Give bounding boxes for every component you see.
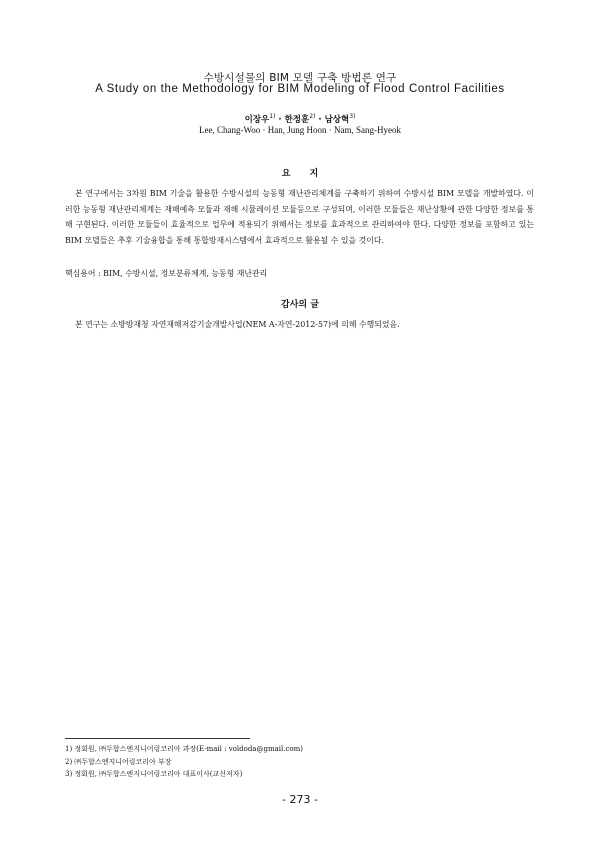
footnotes: [65, 743, 534, 781]
title-korean: 수방시설물의 BIM 모델 구축 방법론 연구: [203, 72, 397, 84]
abstract-body: 본 연구에서는 3차원 BIM 기술을 활용한 수방시설의 능동형 재난관리체계를 구축하기 위하여 수방시설 BIM 모델을 개발하였다. 이러한 능동형 재난관리체계는 재해예측 모듈과 재해 시뮬레이션 모듈등으로 구성되며, 이러한 모듈들은 재난상황에 관한 다양한 정보를 통해 구현된다. 이러한 모듈들이 효율적으로 업무에 적용되기 위해서는 정보를 효과적으로 관리하여야 한다. 다양한 정보를 포함하고 있는 BIM 모델들은 추후 기술융합을 통해 통합방재시스템에서 효과적으로 활용될 수 있을 것이다.: [65, 189, 534, 245]
author-footnote-mark: 1): [269, 113, 276, 121]
footnote: 2) ㈜두합스엔지니어링코리아 부장: [65, 757, 172, 766]
author-name: 이장우: [244, 115, 270, 125]
page-number: - 273 -: [282, 793, 318, 806]
author-separator: ·: [275, 115, 285, 125]
author-footnote-mark: 2): [309, 113, 316, 121]
title-english: A Study on the Methodology for BIM Modeling of Flood Control Facilities: [95, 83, 505, 95]
footnote: 3) 정회원, ㈜두합스엔지니어링코리아 대표이사(교신저자): [65, 770, 243, 778]
footnote: 1) 정회원, ㈜두합스엔지니어링코리아 과장(E-mail : voldoda@gmail.com): [65, 745, 303, 753]
acknowledgment-heading: 감사의 글: [281, 300, 319, 310]
author-footnote-mark: 3): [349, 113, 356, 121]
authors-korean: [0, 113, 600, 125]
keywords: 핵심용어 : BIM, 수방시설, 정보분류체계, 능동형 재난관리: [65, 269, 268, 278]
authors-english: Lee, Chang-Woo · Han, Jung Hoon · Nam, Sang-Hyeok: [199, 125, 401, 135]
footnote-divider: [65, 738, 250, 739]
acknowledgment-body: 본 연구는 소방방재청 자연재해저감기술개발사업(NEM A-자연-2012-57)에 의해 수행되었음.: [75, 320, 400, 329]
abstract-heading: 요 지: [281, 169, 319, 179]
author-name: 남상혁: [324, 115, 350, 125]
author-separator: ·: [315, 115, 325, 125]
author-name: 한정훈: [284, 115, 310, 125]
